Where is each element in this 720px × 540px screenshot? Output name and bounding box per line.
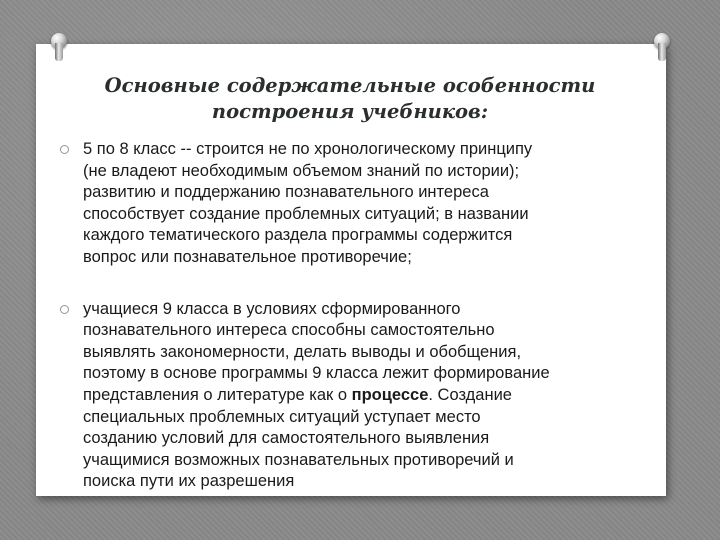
bullet-text-line: учащиеся 9 класса в условиях сформированного <box>83 299 461 318</box>
bullet-circle-icon <box>60 145 69 154</box>
pushpin-icon <box>50 33 68 63</box>
bullet-text-line: способствует создание проблемных ситуаций; в названии <box>83 204 529 223</box>
bullet-text-line: созданию условий для самостоятельного выявления <box>83 429 490 448</box>
bullet-bold-term: процессе <box>351 385 429 404</box>
bullet-text-line: каждого тематического раздела программы содержится <box>83 226 513 245</box>
bullet-item <box>60 139 660 269</box>
bullet-item <box>60 299 660 493</box>
bullet-text-line <box>83 385 660 407</box>
slide-title <box>80 73 620 125</box>
bullet-text-segment: . Создание <box>428 385 512 404</box>
bullet-text-line: развитию и поддержанию познавательного интереса <box>83 183 489 202</box>
bullet-list <box>60 139 660 493</box>
bullet-circle-icon <box>60 305 69 314</box>
bullet-text-line: выявлять закономерности, делать выводы и обобщения, <box>83 342 522 361</box>
bullet-text-line: (не владеют необходимым объемом знаний по истории); <box>83 161 520 180</box>
bullet-text-line: поэтому в основе программы 9 класса лежит формирование <box>83 364 550 383</box>
bullet-text-line: вопрос или познавательное противоречие; <box>83 247 412 266</box>
bullet-text-line: 5 по 8 класс -- строится не по хронологическому принципу <box>83 140 533 158</box>
bullet-text-line: познавательного интереса способны самостоятельно <box>83 321 495 340</box>
pushpin-icon <box>653 33 671 63</box>
slide-title-line: Основные содержательные особенности <box>104 74 596 97</box>
bullet-text-line: специальных проблемных ситуаций уступает место <box>83 407 481 426</box>
bullet-text-line: учащимися возможных познавательных противоречий и <box>83 450 514 469</box>
bullet-text-line: поиска пути их разрешения <box>83 472 295 491</box>
slide-title-line: построения учебников: <box>211 100 489 123</box>
bullet-text-segment: представления о литературе как о <box>83 385 352 404</box>
